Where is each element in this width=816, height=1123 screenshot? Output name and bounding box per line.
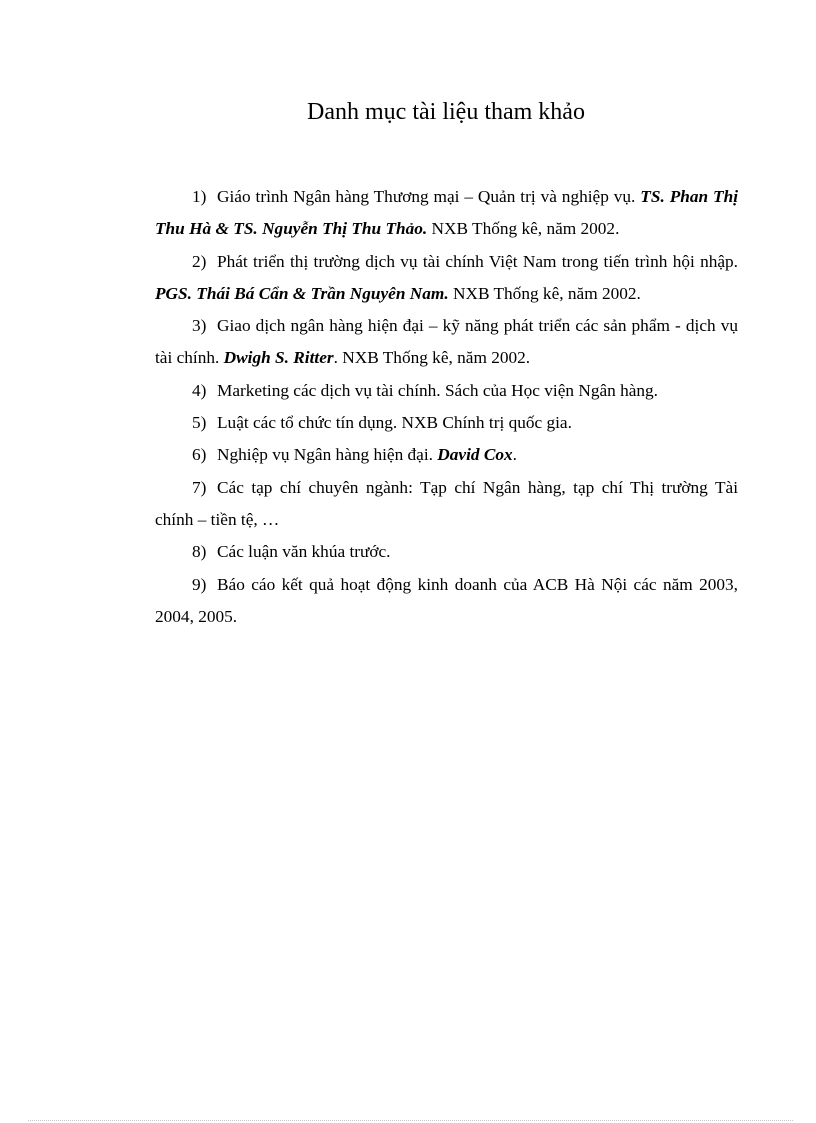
reference-item (155, 375, 738, 407)
reference-item (155, 407, 738, 439)
reference-number: 2) (192, 251, 207, 271)
reference-publisher: . NXB Thống kê, năm 2002. (333, 348, 531, 368)
reference-text: Nghiệp vụ Ngân hàng hiện đại. (217, 445, 438, 465)
reference-number: 7) (192, 477, 207, 497)
reference-item (155, 569, 738, 634)
reference-text: Luật các tổ chức tín dụng. NXB Chính trị quốc gia. (217, 413, 572, 433)
reference-item (155, 472, 738, 537)
reference-publisher: . (512, 445, 517, 465)
reference-number: 9) (192, 574, 207, 594)
reference-publisher: NXB Thống kê, năm 2002. (427, 219, 620, 239)
reference-number: 3) (192, 316, 207, 336)
reference-text: Marketing các dịch vụ tài chính. Sách của Học viện Ngân hàng. (217, 380, 659, 400)
reference-text: Giáo trình Ngân hàng Thương mại – Quản trị và nghiệp vụ. (217, 187, 641, 206)
reference-list (155, 181, 738, 633)
reference-author: David Cox (437, 445, 513, 465)
reference-text: Các luận văn khúa trước. (217, 542, 391, 562)
reference-number: 1) (192, 187, 207, 206)
reference-author: TS. Phan Thị Thu Hà & TS. Nguyễn Thị Thu Thảo. (155, 187, 738, 239)
reference-publisher: NXB Thống kê, năm 2002. (448, 283, 641, 303)
reference-item (155, 536, 738, 568)
reference-item (155, 439, 738, 471)
reference-number: 6) (192, 445, 207, 465)
reference-item (155, 310, 738, 375)
reference-text: Báo cáo kết quả hoạt động kinh doanh của ACB Hà Nội các năm 2003, 2004, 2005. (155, 574, 738, 626)
reference-number: 5) (192, 413, 207, 433)
page-bottom-divider (28, 1120, 793, 1121)
reference-text: Phát triển thị trường dịch vụ tài chính Việt Nam trong tiến trình hội nhập. (217, 251, 738, 271)
reference-text: Giao dịch ngân hàng hiện đại – kỹ năng phát triển các sản phẩm - dịch vụ tài chính. (155, 316, 738, 368)
reference-item (155, 246, 738, 311)
reference-author: Dwigh S. Ritter (223, 348, 334, 368)
reference-author: PGS. Thái Bá Cẩn & Trần Nguyên Nam. (155, 283, 449, 303)
reference-number: 4) (192, 380, 207, 400)
reference-item (155, 181, 738, 246)
page-title: Danh mục tài liệu tham khảo (307, 99, 585, 125)
reference-number: 8) (192, 542, 207, 562)
reference-text: Các tạp chí chuyên ngành: Tạp chí Ngân hàng, tạp chí Thị trường Tài chính – tiền tệ, … (155, 477, 738, 529)
